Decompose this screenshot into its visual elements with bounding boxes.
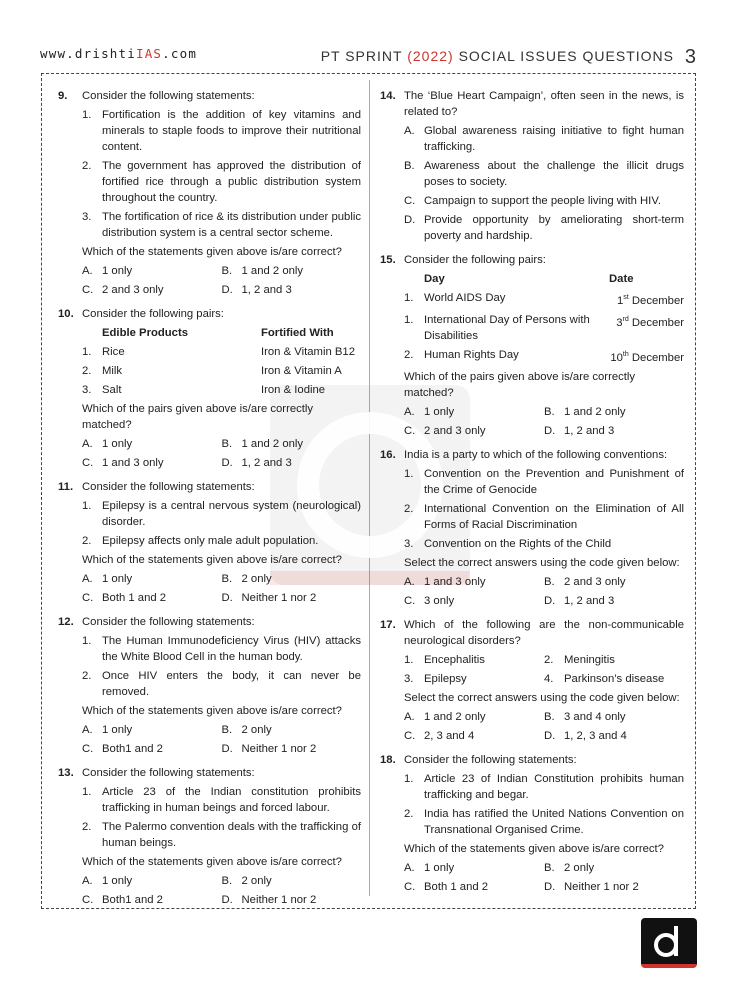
item-number: 1. xyxy=(404,653,414,666)
pair-item: Human Rights Day xyxy=(424,348,519,361)
option-a[interactable] xyxy=(82,873,222,889)
option-letter: D. xyxy=(221,284,233,296)
date-day: 3 xyxy=(616,316,623,329)
row-number: 1. xyxy=(404,313,414,326)
question-11 xyxy=(58,479,361,606)
question-number: 12. xyxy=(58,616,74,628)
site-url-suffix: .com xyxy=(162,46,198,61)
option-letter: A. xyxy=(404,575,415,588)
option-letter: C. xyxy=(404,729,416,742)
answer-options xyxy=(404,574,684,609)
statement xyxy=(82,209,361,241)
question-number: 15. xyxy=(380,254,396,266)
date-day: 10 xyxy=(610,351,623,364)
statement xyxy=(82,158,361,206)
option-letter: D. xyxy=(221,743,233,755)
option-letter: C. xyxy=(82,743,94,755)
question-prompt: Which of the statements given above is/are correct? xyxy=(82,705,342,717)
question-10 xyxy=(58,306,361,471)
option-b[interactable] xyxy=(222,722,362,738)
question-prompt: Which of the statements given above is/are correct? xyxy=(82,554,342,566)
question-text: Which of the following are the non-communicable neurological disorders? xyxy=(404,618,684,647)
list-item xyxy=(404,671,544,687)
column-header: Day xyxy=(424,273,445,285)
option-text: 1 and 3 only xyxy=(102,457,164,469)
statement-number: 2. xyxy=(404,807,414,820)
option-letter: A. xyxy=(82,265,93,277)
option-letter: C. xyxy=(82,457,94,469)
option-text: 1, 2 and 3 xyxy=(241,284,292,296)
pair-row xyxy=(82,344,361,360)
option-c[interactable] xyxy=(404,728,544,744)
pair-match: Iron & Vitamin A xyxy=(261,365,342,377)
answer-options xyxy=(82,873,361,908)
statement-number: 1. xyxy=(404,772,414,785)
option-text: Provide opportunity by ameliorating short-term poverty and hardship. xyxy=(424,214,684,242)
option-b[interactable] xyxy=(544,404,684,420)
statement-number: 2. xyxy=(404,502,414,515)
date-suffix: rd xyxy=(622,315,629,323)
question-text: Consider the following pairs: xyxy=(404,254,546,266)
option-a[interactable] xyxy=(82,571,222,587)
answer-options xyxy=(404,404,684,439)
option-text: Neither 1 nor 2 xyxy=(241,743,317,755)
option-letter: B. xyxy=(404,160,415,172)
option-letter: C. xyxy=(404,424,416,437)
option-text: 3 and 4 only xyxy=(564,710,626,723)
option-d[interactable] xyxy=(544,728,684,744)
question-prompt: Select the correct answers using the code given below: xyxy=(404,691,680,704)
option-text: Neither 1 nor 2 xyxy=(241,592,317,604)
page-number: 3 xyxy=(684,46,697,68)
statement xyxy=(82,819,361,851)
option-text: 2 and 3 only xyxy=(564,575,626,588)
right-column xyxy=(380,88,684,903)
option-d[interactable] xyxy=(544,879,684,895)
row-number: 2. xyxy=(82,365,92,377)
option-text: 2 only xyxy=(564,861,595,874)
statement-text: Article 23 of Indian Constitution prohibits human trafficking and begar. xyxy=(424,772,684,801)
option-b[interactable] xyxy=(222,571,362,587)
item-text: Parkinson’s disease xyxy=(564,672,665,685)
option-a[interactable] xyxy=(82,263,222,279)
statement-number: 2. xyxy=(82,160,92,172)
option-text: 1 and 2 only xyxy=(241,265,304,277)
question-number: 14. xyxy=(380,90,396,102)
pair-row xyxy=(404,290,684,309)
pair-item: Salt xyxy=(102,384,122,396)
question-number: 16. xyxy=(380,448,396,461)
option-c[interactable] xyxy=(404,879,544,895)
option-letter: B. xyxy=(544,861,555,874)
option-b[interactable] xyxy=(544,574,684,590)
option-letter: D. xyxy=(544,594,556,607)
question-number: 17. xyxy=(380,618,396,631)
option-letter: D. xyxy=(544,880,556,893)
column-header: Date xyxy=(609,273,634,285)
option-b[interactable] xyxy=(404,158,684,190)
item-text: Epilepsy xyxy=(424,672,467,685)
option-letter: C. xyxy=(404,594,416,607)
option-c[interactable] xyxy=(404,193,684,209)
option-letter: A. xyxy=(82,724,93,736)
question-prompt: Which of the pairs given above is/are correctly matched? xyxy=(82,403,314,431)
option-d[interactable] xyxy=(222,741,362,757)
option-text: 1, 2 and 3 xyxy=(564,424,615,437)
question-17 xyxy=(380,617,684,744)
option-text: 1 only xyxy=(102,573,133,585)
item-text: Meningitis xyxy=(564,653,615,666)
option-d[interactable] xyxy=(404,212,684,244)
option-text: 2 only xyxy=(241,875,272,887)
pair-row xyxy=(404,347,684,366)
question-number: 13. xyxy=(58,767,74,779)
option-a[interactable] xyxy=(404,860,544,876)
pair-date xyxy=(609,312,684,344)
question-9 xyxy=(58,88,361,298)
option-letter: D. xyxy=(221,592,233,604)
option-d[interactable] xyxy=(222,892,362,908)
option-letter: A. xyxy=(82,875,93,887)
statement-number: 3. xyxy=(404,537,414,550)
row-number: 1. xyxy=(82,346,92,358)
header-title-a: PT SPRINT xyxy=(320,48,403,64)
option-text: 1 only xyxy=(424,861,455,874)
row-number: 3. xyxy=(82,384,92,396)
question-number: 11. xyxy=(58,481,74,493)
question-16 xyxy=(380,447,684,609)
statement-text: The fortification of rice & its distribution under public distribution system is a central sector scheme. xyxy=(102,211,361,239)
statement-number: 1. xyxy=(82,500,92,512)
list-item xyxy=(544,671,684,687)
statement xyxy=(404,466,684,498)
statement-text: The Human Immunodeficiency Virus (HIV) attacks the White Blood Cell in the human body. xyxy=(102,635,361,663)
option-text: 1 and 2 only xyxy=(424,710,486,723)
option-letter: B. xyxy=(221,265,233,277)
option-letter: B. xyxy=(221,724,233,736)
option-text: 2, 3 and 4 xyxy=(424,729,475,742)
option-text: Both 1 and 2 xyxy=(102,592,167,604)
statement-text: Convention on the Rights of the Child xyxy=(424,537,612,550)
option-letter: D. xyxy=(221,894,233,906)
question-text: Consider the following statements: xyxy=(82,767,255,779)
question-number: 18. xyxy=(380,753,396,766)
answer-options xyxy=(82,571,361,606)
statement xyxy=(82,633,361,665)
pair-date xyxy=(609,347,684,366)
option-text: Both 1 and 2 xyxy=(424,880,489,893)
answer-options xyxy=(404,860,684,895)
option-text: 1, 2, 3 and 4 xyxy=(564,729,627,742)
option-b[interactable] xyxy=(544,860,684,876)
question-prompt: Which of the statements given above is/are correct? xyxy=(404,842,664,855)
answer-options xyxy=(404,709,684,744)
pair-item: Rice xyxy=(102,346,125,358)
option-a[interactable] xyxy=(404,709,544,725)
site-url-prefix: www.drishti xyxy=(40,46,136,61)
statement xyxy=(404,771,684,803)
question-prompt: Select the correct answers using the code given below: xyxy=(404,556,680,569)
option-letter: D. xyxy=(404,214,416,226)
column-header: Edible Products xyxy=(102,327,188,339)
question-18 xyxy=(380,752,684,895)
option-letter: C. xyxy=(404,195,416,207)
option-c[interactable] xyxy=(404,423,544,439)
option-text: Campaign to support the people living with HIV. xyxy=(424,195,661,207)
option-a[interactable] xyxy=(404,404,544,420)
option-text: 1 and 3 only xyxy=(424,575,486,588)
question-text: Consider the following statements: xyxy=(82,90,255,102)
option-letter: B. xyxy=(544,575,555,588)
option-letter: C. xyxy=(82,284,94,296)
option-c[interactable] xyxy=(82,455,222,471)
option-text: 1, 2 and 3 xyxy=(241,457,292,469)
pair-date xyxy=(609,290,684,309)
list-item xyxy=(404,652,544,668)
pair-item: Milk xyxy=(102,365,123,377)
statement xyxy=(404,806,684,838)
option-text: 3 only xyxy=(424,594,455,607)
page-header-title xyxy=(321,44,697,67)
answer-options xyxy=(82,722,361,757)
statement-number: 2. xyxy=(82,535,92,547)
site-url[interactable] xyxy=(40,46,197,61)
question-number: 10. xyxy=(58,308,74,320)
left-column xyxy=(58,88,361,916)
pair-row xyxy=(404,312,684,344)
option-text: Both1 and 2 xyxy=(102,743,163,755)
statement-text: Epilepsy is a central nervous system (neurological) disorder. xyxy=(102,500,361,528)
option-letter: D. xyxy=(221,457,233,469)
option-text: 1, 2 and 3 xyxy=(564,594,615,607)
option-text: 1 and 2 only xyxy=(241,438,304,450)
statement-text: Fortification is the addition of key vitamins and minerals to staple foods to improve their nutritional content. xyxy=(102,109,361,153)
row-number: 2. xyxy=(404,348,414,361)
option-d[interactable] xyxy=(222,282,362,298)
question-prompt: Which of the statements given above is/are correct? xyxy=(82,246,342,258)
option-a[interactable] xyxy=(82,722,222,738)
option-letter: A. xyxy=(404,125,415,137)
option-a[interactable] xyxy=(404,123,684,155)
option-letter: A. xyxy=(404,405,415,418)
option-c[interactable] xyxy=(82,741,222,757)
statement xyxy=(82,107,361,155)
option-b[interactable] xyxy=(222,873,362,889)
drishti-logo-icon[interactable] xyxy=(641,918,697,968)
option-text: 1 and 2 only xyxy=(564,405,626,418)
question-number: 9. xyxy=(58,90,68,102)
option-letter: A. xyxy=(404,710,415,723)
option-d[interactable] xyxy=(222,590,362,606)
option-letter: A. xyxy=(404,861,415,874)
option-b[interactable] xyxy=(544,709,684,725)
statement-number: 2. xyxy=(82,670,92,682)
statement-number: 1. xyxy=(82,109,92,121)
option-letter: B. xyxy=(221,875,233,887)
statement-text: International Convention on the Elimination of All Forms of Racial Discrimination xyxy=(424,502,684,531)
option-letter: B. xyxy=(544,405,555,418)
option-text: 2 only xyxy=(241,573,272,585)
statement-text: Convention on the Prevention and Punishment of the Crime of Genocide xyxy=(424,467,684,496)
pair-item: International Day of Persons with Disabilities xyxy=(424,313,590,342)
header-year: (2022) xyxy=(407,48,454,64)
date-suffix: th xyxy=(622,350,629,358)
question-text: Consider the following pairs: xyxy=(82,308,224,320)
option-c[interactable] xyxy=(82,282,222,298)
disorder-list xyxy=(404,652,684,687)
question-prompt: Which of the statements given above is/are correct? xyxy=(82,856,342,868)
pair-match: Iron & Vitamin B12 xyxy=(261,346,355,358)
option-b[interactable] xyxy=(222,436,362,452)
statement xyxy=(82,533,361,549)
question-text: Consider the following statements: xyxy=(82,616,255,628)
option-c[interactable] xyxy=(404,593,544,609)
option-text: Both1 and 2 xyxy=(102,894,163,906)
statement xyxy=(82,784,361,816)
option-text: Neither 1 nor 2 xyxy=(241,894,317,906)
option-text: 1 only xyxy=(102,265,133,277)
date-month: December xyxy=(628,316,684,329)
option-text: 1 only xyxy=(102,875,133,887)
question-text: Consider the following statements: xyxy=(404,753,577,766)
option-text: Global awareness raising initiative to fight human trafficking. xyxy=(424,125,684,153)
site-url-brand: IAS xyxy=(135,46,163,61)
statement-number: 1. xyxy=(404,467,414,480)
item-number: 2. xyxy=(544,653,554,666)
option-letter: B. xyxy=(221,438,233,450)
option-text: 1 only xyxy=(102,438,133,450)
question-15 xyxy=(380,252,684,439)
pair-match: Iron & Iodine xyxy=(261,384,326,396)
statement xyxy=(82,668,361,700)
option-letter: D. xyxy=(544,729,556,742)
statement xyxy=(82,498,361,530)
option-letter: C. xyxy=(404,880,416,893)
list-item xyxy=(544,652,684,668)
date-month: December xyxy=(628,294,684,307)
option-a[interactable] xyxy=(404,574,544,590)
option-text: Neither 1 nor 2 xyxy=(564,880,639,893)
pair-item: World AIDS Day xyxy=(424,292,506,304)
option-d[interactable] xyxy=(222,455,362,471)
row-number: 1. xyxy=(404,292,414,304)
question-12 xyxy=(58,614,361,757)
option-letter: C. xyxy=(82,592,94,604)
statement-text: Once HIV enters the body, it can never be removed. xyxy=(102,670,361,698)
statement-number: 1. xyxy=(82,635,92,647)
option-c[interactable] xyxy=(82,590,222,606)
answer-options xyxy=(82,436,361,471)
statement-text: Article 23 of the Indian constitution prohibits trafficking in human beings and forced labour. xyxy=(102,786,361,814)
header-title-b: SOCIAL ISSUES QUESTIONS xyxy=(458,48,674,64)
question-prompt: Which of the pairs given above is/are correctly matched? xyxy=(404,370,636,399)
pairs-header xyxy=(424,271,684,287)
statement xyxy=(404,501,684,533)
item-number: 4. xyxy=(544,672,554,685)
item-number: 3. xyxy=(404,672,414,685)
pairs-header xyxy=(102,325,361,341)
option-d[interactable] xyxy=(544,593,684,609)
statement-number: 1. xyxy=(82,786,92,798)
question-text: India is a party to which of the following conventions: xyxy=(404,448,668,461)
statement-text: The Palermo convention deals with the trafficking of human beings. xyxy=(102,821,361,849)
item-text: Encephalitis xyxy=(424,653,485,666)
statement xyxy=(404,536,684,552)
date-day: 1 xyxy=(617,294,624,307)
option-letter: A. xyxy=(82,438,93,450)
statement-number: 3. xyxy=(82,211,92,223)
question-13 xyxy=(58,765,361,908)
option-a[interactable] xyxy=(82,436,222,452)
statement-text: Epilepsy affects only male adult population. xyxy=(102,535,319,547)
option-text: 2 and 3 only xyxy=(424,424,486,437)
column-header: Fortified With xyxy=(261,327,334,339)
statement-number: 2. xyxy=(82,821,92,833)
date-suffix: st xyxy=(623,294,629,301)
option-text: 1 only xyxy=(424,405,455,418)
pair-row xyxy=(82,382,361,398)
option-letter: A. xyxy=(82,573,93,585)
option-letter: B. xyxy=(544,710,555,723)
option-text: 2 and 3 only xyxy=(102,284,164,296)
question-text: The ‘Blue Heart Campaign’, often seen in the news, is related to? xyxy=(404,90,684,118)
statement-text: India has ratified the United Nations Convention on Transnational Organised Crime. xyxy=(424,807,684,836)
option-d[interactable] xyxy=(544,423,684,439)
question-text: Consider the following statements: xyxy=(82,481,255,493)
option-letter: B. xyxy=(221,573,233,585)
pair-row xyxy=(82,363,361,379)
option-letter: C. xyxy=(82,894,94,906)
question-14 xyxy=(380,88,684,244)
option-text: 2 only xyxy=(241,724,272,736)
option-text: Awareness about the challenge the illicit drugs poses to society. xyxy=(424,160,684,188)
statement-text: The government has approved the distribution of fortified rice through a public distribution system throughout the country. xyxy=(102,160,361,204)
option-b[interactable] xyxy=(222,263,362,279)
option-letter: D. xyxy=(544,424,556,437)
date-month: December xyxy=(628,351,684,364)
option-text: 1 only xyxy=(102,724,133,736)
option-c[interactable] xyxy=(82,892,222,908)
answer-options xyxy=(82,263,361,298)
